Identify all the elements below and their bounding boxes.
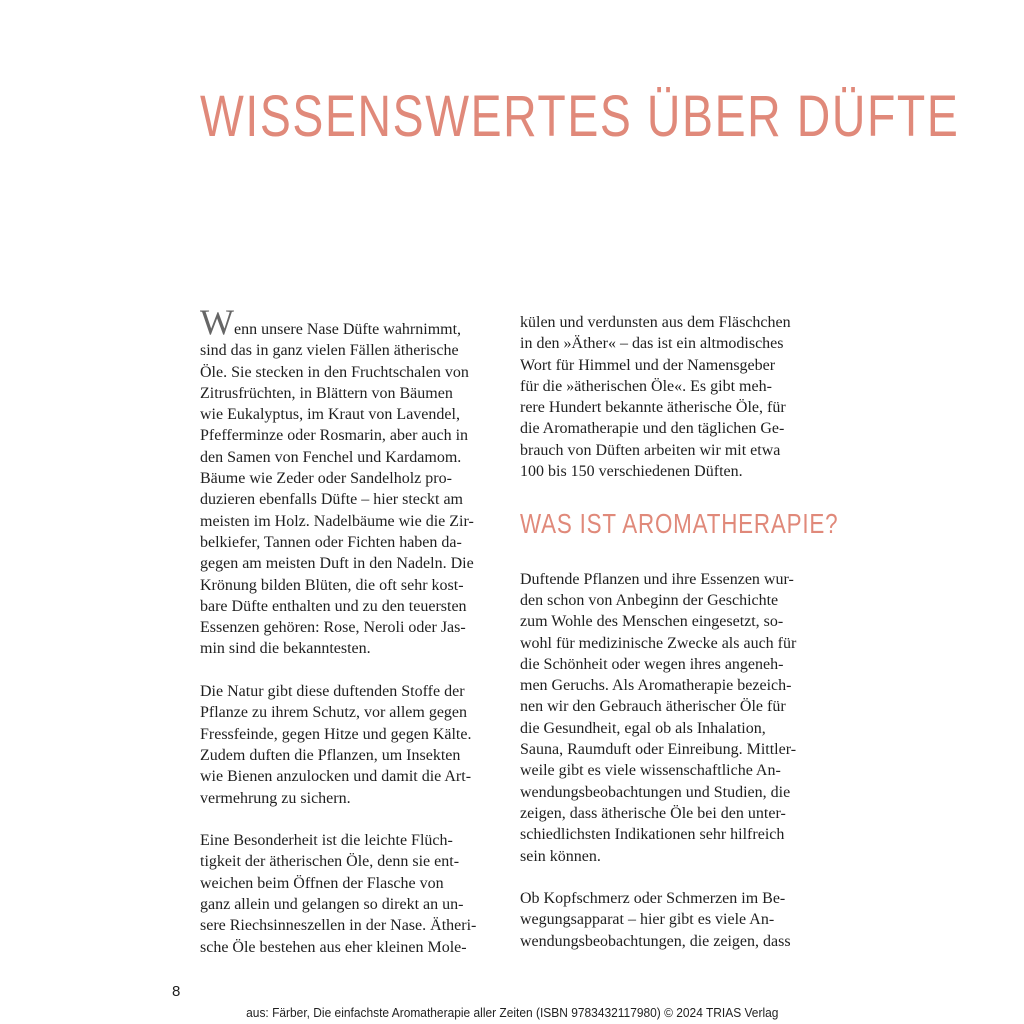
text-line: sche Öle bestehen aus eher kleinen Mole- <box>200 938 467 956</box>
text-line: Pflanze zu ihrem Schutz, vor allem gegen <box>200 704 468 722</box>
paragraph <box>520 569 820 867</box>
text-line: für die »ätherischen Öle«. Es gibt meh- <box>520 377 772 395</box>
paragraph <box>200 302 490 660</box>
text-line: zeigen, dass ätherische Öle bei den unter- <box>520 804 786 822</box>
text-line: die Gesundheit, egal ob als Inhalation, <box>520 719 766 737</box>
text-line: Ob Kopfschmerz oder Schmerzen im Be- <box>520 890 786 908</box>
left-text-column <box>200 302 490 979</box>
text-line: sein können. <box>520 847 601 865</box>
text-line: wendungsbeobachtungen und Studien, die <box>520 783 791 801</box>
text-line: 100 bis 150 verschiedenen Düften. <box>520 463 743 481</box>
text-line: die Aromatherapie und den täglichen Ge- <box>520 420 785 438</box>
text-line: duzieren ebenfalls Düfte – hier steckt am <box>200 491 463 509</box>
text-line: nen wir den Gebrauch ätherischer Öle für <box>520 698 786 716</box>
page-number: 8 <box>172 983 181 1000</box>
text-line: Duftende Pflanzen und ihre Essenzen wur- <box>520 570 794 588</box>
right-text-column <box>520 312 839 973</box>
text-line: vermehrung zu sichern. <box>200 789 351 807</box>
text-line: min sind die bekanntesten. <box>200 640 371 658</box>
text-line: in den »Äther« – das ist ein altmodisches <box>520 335 784 353</box>
text-line: wie Bienen anzulocken und damit die Art- <box>200 768 472 786</box>
text-line: zum Wohle des Menschen eingesetzt, so- <box>520 613 784 631</box>
text-line: Wort für Himmel und der Namensgeber <box>520 356 776 374</box>
text-line: gegen am meisten Duft in den Nadeln. Die <box>200 555 474 573</box>
dropcap-letter: W <box>200 302 234 342</box>
text-line: brauch von Düften arbeiten wir mit etwa <box>520 441 781 459</box>
text-line: weichen beim Öffnen der Flasche von <box>200 874 444 892</box>
text-line: Fressfeinde, gegen Hitze und gegen Kälte. <box>200 725 472 743</box>
text-line: schiedlichsten Indikationen sehr hilfreich <box>520 826 785 844</box>
text-line: Sauna, Raumduft oder Einreibung. Mittler- <box>520 741 797 759</box>
page-title: WISSENSWERTES ÜBER DÜFTE <box>200 84 960 149</box>
text-line: wendungsbeobachtungen, die zeigen, dass <box>520 932 791 950</box>
paragraph <box>520 888 820 952</box>
paragraph <box>520 312 820 482</box>
text-line-rest: enn unsere Nase Düfte wahrnimmt, <box>233 321 462 338</box>
text-line <box>200 302 490 342</box>
paragraph <box>200 681 490 809</box>
text-line: die Schönheit oder wegen ihres angeneh- <box>520 655 784 673</box>
text-line: wie Eukalyptus, im Kraut von Lavendel, <box>200 406 460 424</box>
text-line: Zitrusfrüchten, in Blättern von Bäumen <box>200 384 453 402</box>
text-line: tigkeit der ätherischen Öle, denn sie ent- <box>200 853 460 871</box>
text-line: Öle. Sie stecken in den Fruchtschalen von <box>200 363 469 381</box>
text-line: külen und verdunsten aus dem Fläschchen <box>520 314 791 331</box>
text-line: belkiefer, Tannen oder Fichten haben da- <box>200 533 462 551</box>
text-line: weile gibt es viele wissenschaftliche An- <box>520 762 781 780</box>
text-line: Bäume wie Zeder oder Sandelholz pro- <box>200 470 452 488</box>
text-line: ganz allein und gelangen so direkt an un- <box>200 896 464 914</box>
text-line: Die Natur gibt diese duftenden Stoffe der <box>200 683 465 701</box>
text-line: wegungsapparat – hier gibt es viele An- <box>520 911 775 929</box>
text-line: Zudem duften die Pflanzen, um Insekten <box>200 746 461 764</box>
text-line: meisten im Holz. Nadelbäume wie die Zir- <box>200 512 474 530</box>
copyright-footer <box>0 1005 1024 1020</box>
text-line: Krönung bilden Blüten, die oft sehr kost- <box>200 576 464 594</box>
section-heading: WAS IST AROMATHERAPIE? <box>520 507 839 539</box>
text-line: den schon von Anbeginn der Geschichte <box>520 591 779 609</box>
text-line: Essenzen gehören: Rose, Neroli oder Jas- <box>200 619 466 637</box>
text-line: Pfefferminze oder Rosmarin, aber auch in <box>200 427 469 445</box>
text-line: bare Düfte enthalten und zu den teuersten <box>200 597 467 615</box>
paragraph <box>200 830 490 958</box>
text-line: den Samen von Fenchel und Kardamom. <box>200 448 462 466</box>
footer-text: aus: Färber, Die einfachste Aromatherapie aller Zeiten (ISBN 9783432117980) © 2024 TRIAS Verlag <box>245 1005 779 1020</box>
text-line: wohl für medizinische Zwecke als auch für <box>520 634 797 652</box>
text-line: Eine Besonderheit ist die leichte Flüch- <box>200 832 453 850</box>
text-line: sere Riechsinneszellen in der Nase. Ätheri- <box>200 917 477 935</box>
text-line: sind das in ganz vielen Fällen ätherische <box>200 342 459 360</box>
text-line: men Geruchs. Als Aromatherapie bezeich- <box>520 677 792 695</box>
text-line: rere Hundert bekannte ätherische Öle, für <box>520 399 786 417</box>
